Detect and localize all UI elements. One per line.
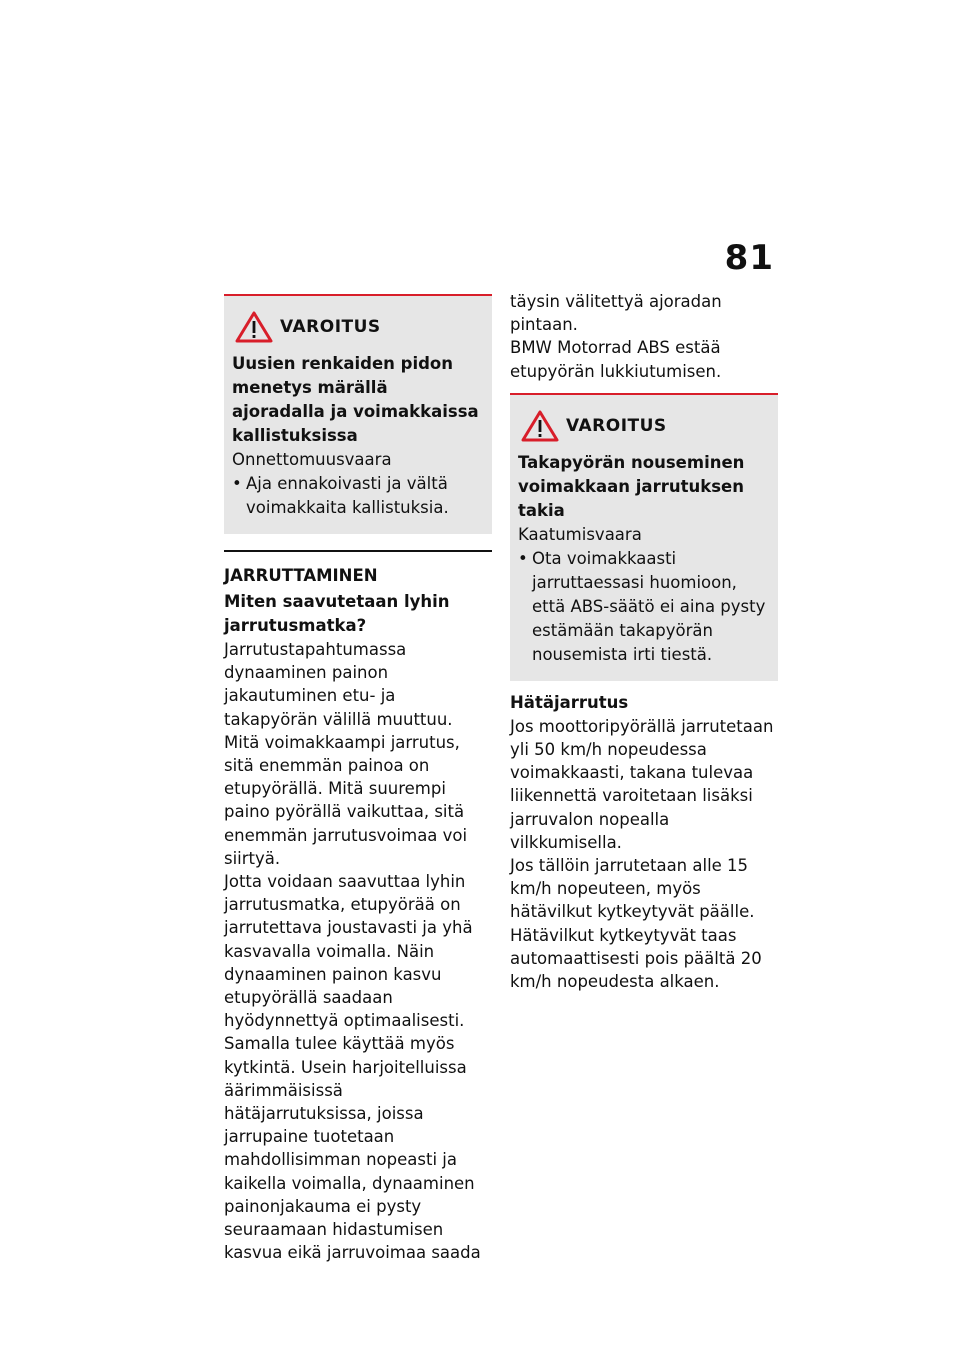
paragraph: Jarrutustapahtumassa dynaaminen painon jakautuminen etu- ja takapyörän välillä muuttuu. Mitä voimakkaampi jarrutus, sitä enemmän painoa on etupyörällä. Mitä suurempi paino pyörällä vaikuttaa, sitä enemmän jarrutusvoimaa voi siirtyä. <box>224 640 468 868</box>
right-column <box>510 290 778 993</box>
warning-header <box>518 409 770 443</box>
subheading: Miten saavutetaan lyhin jarrutusmatka? <box>224 592 450 635</box>
warning-heading: Uusien renkaiden pidon menetys märällä ajoradalla ja voimakkaissa kallistuksissa <box>232 354 479 445</box>
subheading: Hätäjarrutus <box>510 692 629 712</box>
warning-bullet: • Aja ennakoivasti ja vältä voimakkaita kallistuksia. <box>232 472 484 520</box>
warning-hazard: Kaatumisvaara <box>518 524 642 544</box>
page-number: 81 <box>724 238 774 278</box>
warning-label: VAROITUS <box>566 415 667 436</box>
warning-label: VAROITUS <box>280 317 381 337</box>
warning-bullet-text: Ota voimakkaasti jarruttaessasi huomioon, että ABS-säätö ei aina pysty estämään takapyörän nousemista irti tiestä. <box>532 548 766 664</box>
warning-triangle-icon <box>520 409 560 443</box>
warning-box <box>510 393 778 681</box>
paragraph: täysin välitettyä ajoradan pintaan. <box>510 292 722 335</box>
left-column <box>224 294 492 1264</box>
paragraph: Jos moottoripyörällä jarrutetaan yli 50 km/h nopeudessa voimakkaasti, takana tulevaa liikennettä varoitetaan lisäksi jarruvalon nopealla vilkkumisella. <box>510 716 774 852</box>
warning-triangle-icon <box>234 310 274 344</box>
warning-box <box>224 294 492 534</box>
warning-hazard: Onnettomuusvaara <box>232 450 392 469</box>
paragraph: BMW Motorrad ABS estää etupyörän lukkiutumisen. <box>510 338 722 381</box>
warning-header <box>232 310 484 344</box>
warning-bullet: • Ota voimakkaasti jarruttaessasi huomioon, että ABS-säätö ei aina pysty estämään takapyörän nousemista irti tiestä. <box>518 547 770 667</box>
section-title: JARRUTTAMINEN <box>224 550 492 588</box>
paragraph: Jos tällöin jarrutetaan alle 15 km/h nopeuteen, myös hätävilkut kytkeytyvät päälle. Hätävilkut kytkeytyvät taas automaattisesti pois päältä 20 km/h nopeudesta alkaen. <box>510 856 762 992</box>
warning-bullet-text: Aja ennakoivasti ja vältä voimakkaita kallistuksia. <box>246 474 449 517</box>
warning-heading: Takapyörän nouseminen voimakkaan jarrutuksen takia <box>518 452 745 520</box>
paragraph: Jotta voidaan saavuttaa lyhin jarrutusmatka, etupyörää on jarrutettava joustavasti ja yhä kasvavalla voimalla. Näin dynaaminen painon kasvu etupyörällä saadaan hyödynnettyä optimaalisesti. Samalla tulee käyttää myös kytkintä. Usein harjoitelluissa äärimmäisissä hätäjarrutuksissa, joissa jarrupaine tuotetaan mahdollisimman nopeasti ja kaikella voimalla, dynaaminen painonjakauma ei pysty seuraamaan hidastumisen kasvua eikä jarruvoimaa saada <box>224 872 481 1263</box>
